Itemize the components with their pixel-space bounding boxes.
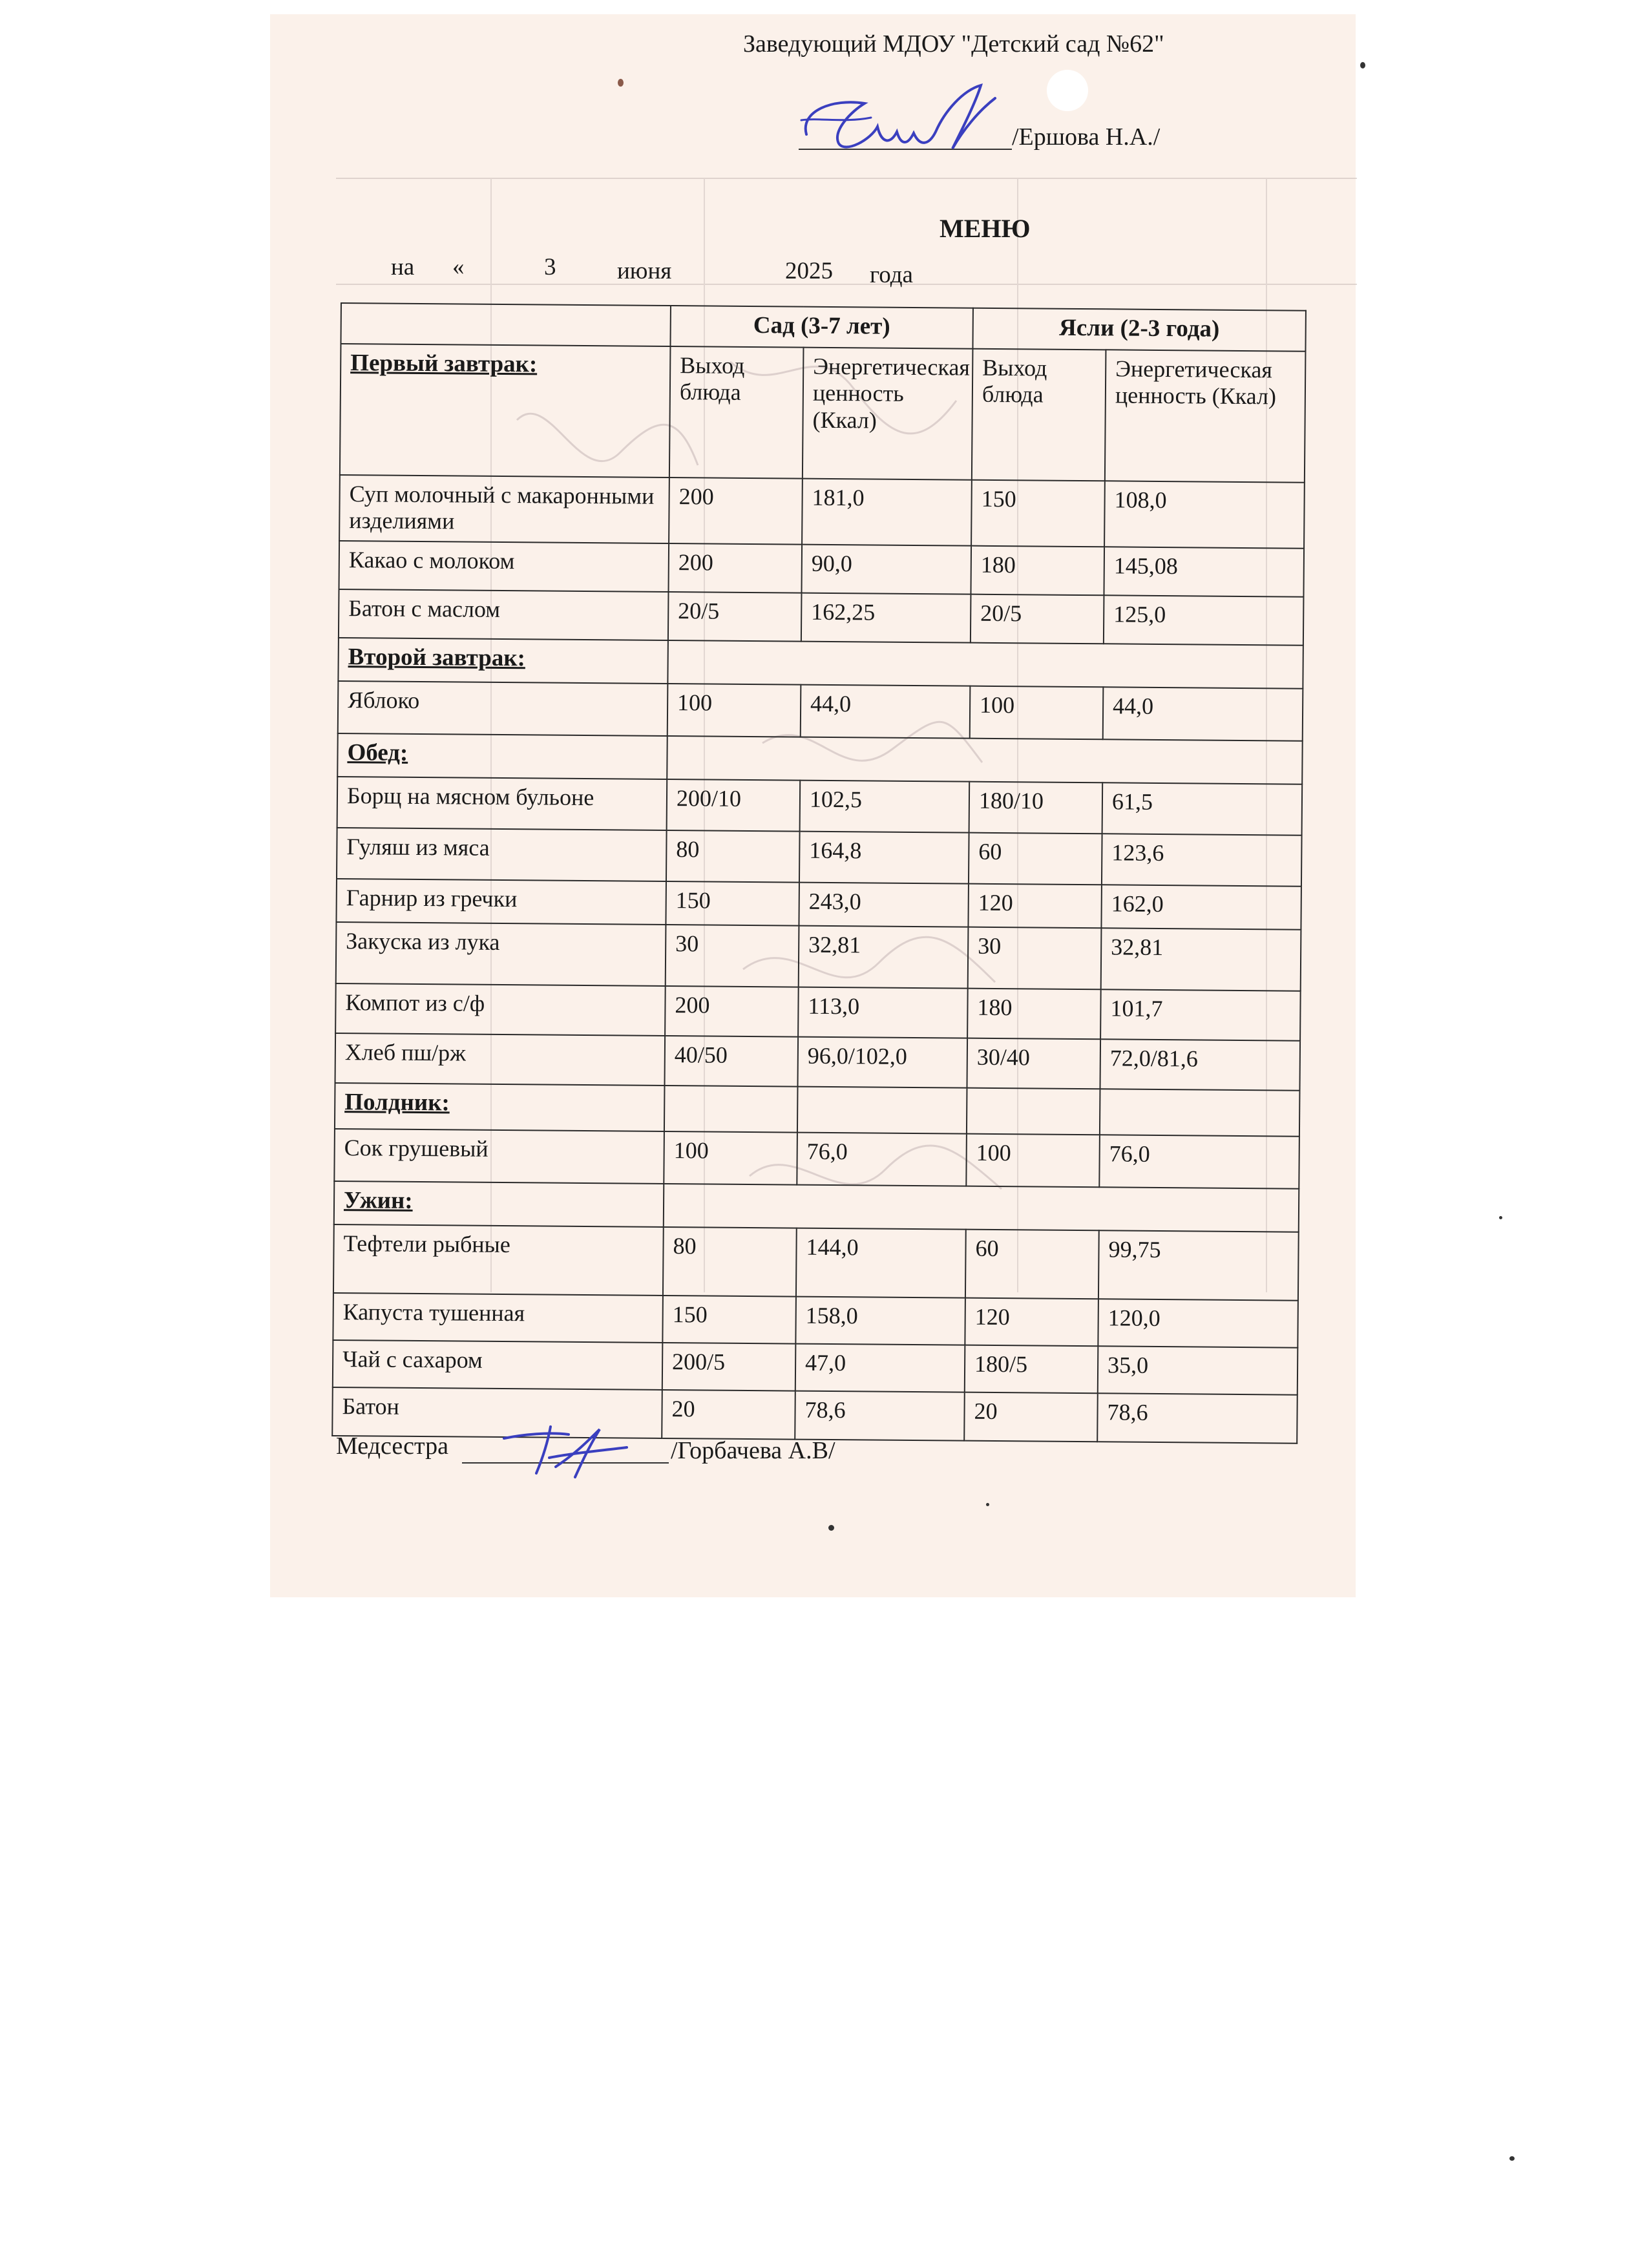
sad-output: 150 [666, 881, 799, 926]
table-row [336, 879, 1301, 930]
scan-speck [828, 1525, 834, 1531]
yasli-kcal: 72,0/81,6 [1100, 1040, 1300, 1091]
section-row [335, 1083, 1300, 1137]
header-blank [341, 303, 670, 346]
yasli-output: 30/40 [967, 1038, 1100, 1089]
sad-output: 80 [666, 830, 800, 883]
footer-name: /Горбачева А.В/ [671, 1437, 835, 1464]
yasli-output: 60 [969, 833, 1102, 885]
sub-header: Энергетическая ценность (Ккал) [1105, 350, 1306, 482]
dish-name: Батон с маслом [339, 589, 669, 640]
section-blank [1100, 1089, 1300, 1137]
yasli-kcal: 145,08 [1104, 547, 1304, 596]
yasli-kcal: 99,75 [1098, 1231, 1299, 1301]
date-prefix: на [391, 254, 415, 280]
yasli-output: 100 [966, 1134, 1100, 1188]
table-row [332, 1387, 1297, 1444]
dish-name: Батон [332, 1387, 662, 1438]
sad-kcal: 76,0 [797, 1133, 967, 1186]
section-title: Ужин: [334, 1181, 664, 1227]
sad-output: 20 [662, 1390, 795, 1440]
group-header-sad: Сад (3-7 лет) [670, 306, 972, 349]
dish-name: Сок грушевый [334, 1129, 664, 1184]
yasli-output: 150 [971, 479, 1105, 547]
scan-speck [618, 79, 624, 87]
scan-speck [1509, 2156, 1515, 2161]
sad-output: 80 [663, 1227, 797, 1296]
dish-name: Суп молочный с макаронными изделиями [339, 475, 669, 543]
sad-output: 200 [668, 543, 802, 593]
sad-output: 200 [665, 986, 799, 1037]
yasli-kcal: 78,6 [1097, 1393, 1297, 1444]
yasli-output: 100 [970, 686, 1104, 739]
yasli-kcal: 76,0 [1099, 1135, 1299, 1190]
section-title: Полдник: [335, 1083, 665, 1131]
footer-label: Медсестра [336, 1433, 448, 1460]
yasli-kcal: 35,0 [1098, 1346, 1298, 1394]
table-row [335, 1033, 1301, 1091]
sad-output: 200 [669, 478, 803, 545]
sub-header: Энергетическая ценность (Ккал) [803, 347, 973, 479]
yasli-output: 180/10 [969, 782, 1103, 834]
yasli-output: 30 [968, 927, 1102, 990]
sad-kcal: 162,25 [801, 593, 971, 642]
table-row [333, 1293, 1298, 1348]
dish-name: Яблоко [338, 681, 668, 736]
footer-signature [491, 1415, 646, 1486]
section-row [334, 1181, 1299, 1232]
sad-kcal: 113,0 [798, 987, 968, 1038]
yasli-kcal: 101,7 [1100, 990, 1301, 1041]
table-row [333, 1224, 1299, 1300]
sad-kcal: 243,0 [799, 883, 969, 927]
sad-output: 200/10 [667, 779, 801, 832]
sad-kcal: 158,0 [795, 1296, 965, 1345]
table-row [334, 1129, 1299, 1189]
table-row [335, 983, 1301, 1041]
sub-header-row [340, 344, 1306, 483]
sad-kcal: 47,0 [795, 1343, 965, 1392]
dish-name: Тефтели рыбные [333, 1224, 664, 1295]
yasli-kcal: 32,81 [1101, 928, 1301, 991]
section-title: Второй завтрак: [338, 638, 668, 684]
dish-name: Капуста тушенная [333, 1293, 663, 1343]
table-row [336, 922, 1301, 991]
approval-signature [793, 72, 1013, 169]
approval-name: /Ершова Н.А./ [1012, 123, 1161, 151]
table-row [339, 475, 1305, 549]
dish-name: Компот из с/ф [335, 983, 666, 1036]
sad-kcal: 44,0 [801, 684, 971, 738]
yasli-kcal: 125,0 [1104, 595, 1304, 645]
dish-name: Закуска из лука [336, 922, 666, 986]
table-row [337, 828, 1302, 887]
date-suffix: года [870, 262, 913, 288]
section-row [337, 733, 1302, 784]
sad-kcal: 90,0 [801, 544, 971, 594]
menu-table [331, 302, 1307, 1444]
yasli-output: 20 [964, 1392, 1098, 1442]
sad-output: 30 [666, 925, 799, 987]
date-day: 3 [544, 254, 556, 280]
sad-kcal: 32,81 [799, 926, 969, 989]
table-row [338, 681, 1303, 741]
group-header-row [341, 303, 1305, 352]
scan-speck [1499, 1216, 1502, 1219]
dish-name: Гуляш из мяса [337, 828, 667, 881]
date-month: июня [617, 258, 672, 284]
yasli-output: 120 [968, 884, 1102, 929]
section-title: Обед: [337, 733, 667, 779]
dish-name: Чай с сахаром [333, 1340, 663, 1390]
document-title: МЕНЮ [940, 214, 1031, 243]
sad-output: 100 [664, 1131, 797, 1185]
sad-kcal: 78,6 [795, 1391, 965, 1440]
sad-output: 150 [662, 1296, 796, 1344]
approval-position: Заведующий МДОУ "Детский сад №62" [743, 30, 1164, 58]
sub-header: Выход блюда [669, 346, 804, 478]
section-blank [667, 736, 1303, 784]
sad-kcal: 144,0 [796, 1228, 966, 1298]
group-header-yasli: Ясли (2-3 года) [972, 308, 1305, 352]
sad-output: 100 [667, 684, 801, 737]
yasli-kcal: 120,0 [1098, 1299, 1298, 1347]
yasli-kcal: 61,5 [1102, 782, 1303, 835]
table-row [333, 1340, 1298, 1395]
sad-output: 40/50 [664, 1036, 798, 1087]
sad-kcal: 164,8 [799, 832, 969, 884]
sad-kcal: 96,0/102,0 [797, 1037, 967, 1088]
dish-name: Борщ на мясном бульоне [337, 777, 667, 830]
sad-kcal: 102,5 [800, 780, 970, 832]
table-row [339, 541, 1305, 597]
yasli-output: 180 [967, 989, 1101, 1040]
section-row [338, 638, 1303, 689]
date-quote: « [452, 254, 465, 280]
yasli-kcal: 108,0 [1104, 481, 1305, 549]
yasli-output: 60 [965, 1230, 1099, 1299]
table-row [339, 589, 1304, 646]
scan-speck [1360, 62, 1365, 68]
yasli-output: 180/5 [965, 1345, 1098, 1393]
sad-output: 20/5 [668, 592, 802, 642]
yasli-kcal: 162,0 [1101, 885, 1301, 929]
sad-output: 200/5 [662, 1343, 796, 1391]
date-year: 2025 [785, 258, 833, 284]
scan-speck [986, 1503, 989, 1506]
yasli-kcal: 44,0 [1103, 687, 1303, 741]
table-row [337, 777, 1303, 835]
dish-name: Гарнир из гречки [336, 879, 666, 925]
section-title: Первый завтрак: [340, 344, 671, 478]
section-blank [967, 1088, 1100, 1135]
sad-kcal: 181,0 [802, 478, 972, 545]
yasli-output: 20/5 [971, 594, 1104, 644]
yasli-output: 120 [965, 1297, 1098, 1346]
yasli-kcal: 123,6 [1102, 834, 1302, 887]
section-blank [797, 1087, 967, 1134]
dish-name: Какао с молоком [339, 541, 669, 592]
section-blank [664, 1184, 1299, 1232]
section-blank [664, 1086, 798, 1133]
dish-name: Хлеб пш/рж [335, 1033, 666, 1086]
yasli-output: 180 [971, 546, 1104, 596]
sub-header: Выход блюда [972, 349, 1106, 481]
punch-hole [1047, 70, 1088, 111]
section-blank [667, 640, 1303, 689]
